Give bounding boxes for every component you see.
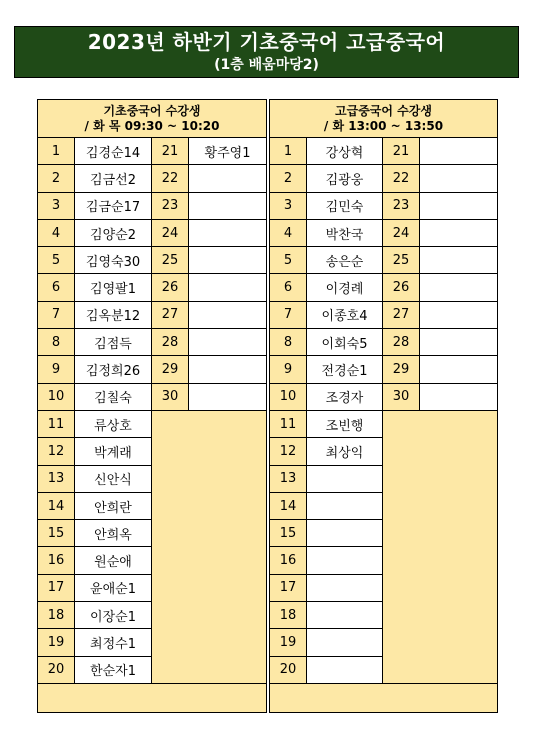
student-name: 한순자1: [75, 656, 152, 683]
row-number: 3: [270, 192, 307, 219]
student-name: [307, 629, 383, 656]
row-number: 6: [38, 274, 75, 301]
student-name: [420, 329, 498, 356]
student-name: [189, 247, 267, 274]
student-name: [307, 547, 383, 574]
student-name: 김영숙30: [75, 247, 152, 274]
student-name: 김칠숙: [75, 383, 152, 410]
advanced-footer-blank: [270, 683, 498, 712]
student-name: 김광웅: [307, 165, 383, 192]
row-number: 11: [270, 410, 307, 437]
row-number: 25: [152, 247, 189, 274]
student-name: [189, 219, 267, 246]
row-number: 7: [38, 301, 75, 328]
basic-blank-area: [152, 410, 267, 683]
student-name: [307, 602, 383, 629]
basic-roster-table: [37, 99, 267, 713]
student-name: 강상혁: [307, 138, 383, 165]
row-number: 26: [152, 274, 189, 301]
row-number: 18: [270, 602, 307, 629]
row-number: 9: [38, 356, 75, 383]
table-row: [38, 329, 267, 356]
row-number: 27: [152, 301, 189, 328]
student-name: [189, 383, 267, 410]
page-title: 2023년 하반기 기초중국어 고급중국어: [87, 30, 446, 54]
student-name: 박찬국: [307, 219, 383, 246]
student-name: [189, 165, 267, 192]
row-number: 16: [270, 547, 307, 574]
student-name: [420, 356, 498, 383]
student-name: [420, 247, 498, 274]
table-row: [270, 274, 498, 301]
row-number: 25: [383, 247, 420, 274]
advanced-header: [270, 100, 498, 138]
row-number: 2: [38, 165, 75, 192]
table-row: [38, 219, 267, 246]
student-name: [307, 656, 383, 683]
student-name: 이장순1: [75, 602, 152, 629]
row-number: 30: [152, 383, 189, 410]
row-number: 8: [38, 329, 75, 356]
table-row: [270, 383, 498, 410]
row-number: 5: [270, 247, 307, 274]
student-name: 조빈행: [307, 410, 383, 437]
table-row: [38, 165, 267, 192]
row-number: 4: [270, 219, 307, 246]
row-number: 1: [270, 138, 307, 165]
row-number: 7: [270, 301, 307, 328]
table-row: [38, 383, 267, 410]
student-name: [189, 192, 267, 219]
student-name: 김영팔1: [75, 274, 152, 301]
row-number: 17: [270, 574, 307, 601]
advanced-header-title: 고급중국어 수강생: [335, 103, 432, 118]
row-number: 23: [152, 192, 189, 219]
student-name: [307, 574, 383, 601]
student-name: 김양순2: [75, 219, 152, 246]
row-number: 16: [38, 547, 75, 574]
row-number: 21: [383, 138, 420, 165]
student-name: 김점득: [75, 329, 152, 356]
basic-header-row: [38, 100, 267, 138]
student-name: [420, 219, 498, 246]
student-name: [189, 301, 267, 328]
student-name: 김옥분12: [75, 301, 152, 328]
title-banner: [14, 26, 519, 78]
row-number: 24: [383, 219, 420, 246]
row-number: 10: [38, 383, 75, 410]
student-name: 황주영1: [189, 138, 267, 165]
row-number: 27: [383, 301, 420, 328]
student-name: [420, 165, 498, 192]
table-row: [38, 301, 267, 328]
advanced-roster-table: [269, 99, 498, 713]
student-name: 송은순: [307, 247, 383, 274]
row-number: 13: [38, 465, 75, 492]
row-number: 11: [38, 410, 75, 437]
row-number: 5: [38, 247, 75, 274]
row-number: 12: [270, 438, 307, 465]
table-row: [270, 219, 498, 246]
row-number: 28: [383, 329, 420, 356]
row-number: 15: [270, 520, 307, 547]
row-number: 12: [38, 438, 75, 465]
advanced-footer-row: [270, 683, 498, 712]
student-name: 신안식: [75, 465, 152, 492]
table-row: [38, 138, 267, 165]
student-name: [420, 138, 498, 165]
row-number: 3: [38, 192, 75, 219]
table-row: [270, 410, 498, 437]
row-number: 22: [152, 165, 189, 192]
basic-header: [38, 100, 267, 138]
row-number: 29: [383, 356, 420, 383]
row-number: 9: [270, 356, 307, 383]
table-row: [270, 138, 498, 165]
row-number: 22: [383, 165, 420, 192]
row-number: 2: [270, 165, 307, 192]
row-number: 13: [270, 465, 307, 492]
row-number: 21: [152, 138, 189, 165]
row-number: 17: [38, 574, 75, 601]
row-number: 14: [270, 492, 307, 519]
table-row: [38, 410, 267, 437]
row-number: 23: [383, 192, 420, 219]
row-number: 4: [38, 219, 75, 246]
table-row: [38, 247, 267, 274]
row-number: 29: [152, 356, 189, 383]
row-number: 8: [270, 329, 307, 356]
row-number: 14: [38, 492, 75, 519]
row-number: 6: [270, 274, 307, 301]
student-name: [307, 492, 383, 519]
table-row: [270, 301, 498, 328]
student-name: [189, 356, 267, 383]
student-name: [420, 383, 498, 410]
student-name: [420, 192, 498, 219]
student-name: 최정수1: [75, 629, 152, 656]
basic-header-title: 기초중국어 수강생: [103, 103, 201, 118]
table-row: [38, 192, 267, 219]
row-number: 30: [383, 383, 420, 410]
student-name: [307, 465, 383, 492]
table-row: [270, 356, 498, 383]
row-number: 26: [383, 274, 420, 301]
student-name: 류상호: [75, 410, 152, 437]
student-name: 김경순14: [75, 138, 152, 165]
student-name: 김정희26: [75, 356, 152, 383]
student-name: 김민숙: [307, 192, 383, 219]
advanced-blank-area: [383, 410, 498, 683]
student-name: [420, 274, 498, 301]
row-number: 1: [38, 138, 75, 165]
student-name: [189, 274, 267, 301]
student-name: [307, 520, 383, 547]
row-number: 10: [270, 383, 307, 410]
student-name: 이경례: [307, 274, 383, 301]
table-row: [38, 274, 267, 301]
basic-footer-blank: [38, 683, 267, 712]
row-number: 20: [270, 656, 307, 683]
student-name: [189, 329, 267, 356]
student-name: 조경자: [307, 383, 383, 410]
row-number: 19: [38, 629, 75, 656]
basic-header-schedule: / 화 목 09:30 ~ 10:20: [84, 118, 220, 133]
student-name: 김금순17: [75, 192, 152, 219]
table-row: [270, 329, 498, 356]
row-number: 28: [152, 329, 189, 356]
row-number: 18: [38, 602, 75, 629]
student-name: 안희란: [75, 492, 152, 519]
student-name: [420, 301, 498, 328]
page-subtitle: (1층 배움마당2): [214, 57, 319, 73]
advanced-header-row: [270, 100, 498, 138]
basic-footer-row: [38, 683, 267, 712]
student-name: 이회숙5: [307, 329, 383, 356]
table-row: [270, 192, 498, 219]
row-number: 20: [38, 656, 75, 683]
student-name: 안희옥: [75, 520, 152, 547]
student-name: 이종호4: [307, 301, 383, 328]
student-name: 박계래: [75, 438, 152, 465]
student-name: 원순애: [75, 547, 152, 574]
student-name: 윤애순1: [75, 574, 152, 601]
row-number: 24: [152, 219, 189, 246]
table-row: [270, 165, 498, 192]
student-name: 전경순1: [307, 356, 383, 383]
advanced-header-schedule: / 화 13:00 ~ 13:50: [323, 118, 444, 133]
table-row: [38, 356, 267, 383]
row-number: 15: [38, 520, 75, 547]
table-row: [270, 247, 498, 274]
student-name: 김금선2: [75, 165, 152, 192]
student-name: 최상익: [307, 438, 383, 465]
row-number: 19: [270, 629, 307, 656]
